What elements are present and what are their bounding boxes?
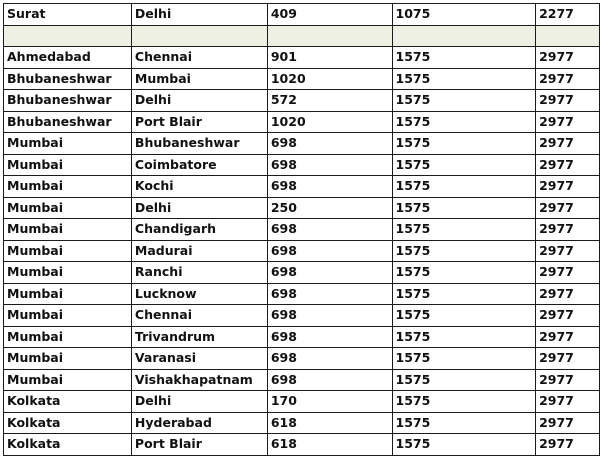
origin-city-cell: Bhubaneshwar — [4, 90, 132, 112]
destination-city-cell: Madurai — [131, 240, 267, 262]
base-fare-cell: 698 — [267, 326, 392, 348]
base-fare-cell: 698 — [267, 154, 392, 176]
total-fare-cell: 2977 — [536, 348, 600, 370]
base-fare-cell: 698 — [267, 240, 392, 262]
origin-city-cell: Mumbai — [4, 305, 132, 327]
total-fare-cell: 2977 — [536, 47, 600, 69]
total-fare-cell: 2977 — [536, 434, 600, 456]
table-row — [4, 434, 600, 456]
base-fare-cell — [267, 25, 392, 47]
table-row — [4, 219, 600, 241]
table-row — [4, 47, 600, 69]
origin-city-cell: Mumbai — [4, 197, 132, 219]
origin-city-cell: Kolkata — [4, 434, 132, 456]
table-row — [4, 133, 600, 155]
destination-city-cell: Chennai — [131, 47, 267, 69]
fare-cell: 1575 — [392, 111, 536, 133]
destination-city-cell: Coimbatore — [131, 154, 267, 176]
table-row — [4, 283, 600, 305]
base-fare-cell: 698 — [267, 176, 392, 198]
origin-city-cell: Mumbai — [4, 219, 132, 241]
origin-city-cell: Mumbai — [4, 369, 132, 391]
destination-city-cell: Mumbai — [131, 68, 267, 90]
base-fare-cell: 618 — [267, 434, 392, 456]
base-fare-cell: 698 — [267, 133, 392, 155]
table-row — [4, 111, 600, 133]
base-fare-cell: 901 — [267, 47, 392, 69]
destination-city-cell: Delhi — [131, 391, 267, 413]
total-fare-cell: 2977 — [536, 240, 600, 262]
origin-city-cell — [4, 25, 132, 47]
fare-table — [3, 3, 600, 456]
destination-city-cell: Trivandrum — [131, 326, 267, 348]
destination-city-cell: Port Blair — [131, 434, 267, 456]
origin-city-cell: Bhubaneshwar — [4, 111, 132, 133]
origin-city-cell: Ahmedabad — [4, 47, 132, 69]
base-fare-cell: 698 — [267, 219, 392, 241]
total-fare-cell: 2977 — [536, 369, 600, 391]
table-row — [4, 197, 600, 219]
total-fare-cell: 2977 — [536, 176, 600, 198]
base-fare-cell: 618 — [267, 412, 392, 434]
base-fare-cell: 170 — [267, 391, 392, 413]
base-fare-cell: 250 — [267, 197, 392, 219]
destination-city-cell: Port Blair — [131, 111, 267, 133]
total-fare-cell: 2977 — [536, 305, 600, 327]
fare-cell: 1575 — [392, 283, 536, 305]
fare-cell: 1575 — [392, 240, 536, 262]
table-row — [4, 262, 600, 284]
destination-city-cell: Chandigarh — [131, 219, 267, 241]
fare-cell: 1575 — [392, 391, 536, 413]
fare-cell: 1575 — [392, 326, 536, 348]
table-row — [4, 305, 600, 327]
table-row — [4, 369, 600, 391]
destination-city-cell: Vishakhapatnam — [131, 369, 267, 391]
origin-city-cell: Kolkata — [4, 391, 132, 413]
origin-city-cell: Mumbai — [4, 262, 132, 284]
base-fare-cell: 572 — [267, 90, 392, 112]
origin-city-cell: Mumbai — [4, 240, 132, 262]
fare-cell: 1575 — [392, 305, 536, 327]
fare-cell: 1575 — [392, 262, 536, 284]
table-row — [4, 391, 600, 413]
fare-cell: 1575 — [392, 369, 536, 391]
origin-city-cell: Mumbai — [4, 176, 132, 198]
table-row — [4, 348, 600, 370]
base-fare-cell: 1020 — [267, 68, 392, 90]
fare-cell: 1575 — [392, 68, 536, 90]
fare-cell: 1575 — [392, 197, 536, 219]
total-fare-cell: 2977 — [536, 90, 600, 112]
origin-city-cell: Mumbai — [4, 348, 132, 370]
total-fare-cell: 2277 — [536, 4, 600, 26]
destination-city-cell — [131, 25, 267, 47]
total-fare-cell — [536, 25, 600, 47]
table-row — [4, 90, 600, 112]
fare-cell: 1575 — [392, 47, 536, 69]
destination-city-cell: Delhi — [131, 197, 267, 219]
table-row — [4, 4, 600, 26]
fare-cell: 1075 — [392, 4, 536, 26]
table-row — [4, 326, 600, 348]
destination-city-cell: Hyderabad — [131, 412, 267, 434]
total-fare-cell: 2977 — [536, 412, 600, 434]
total-fare-cell: 2977 — [536, 154, 600, 176]
origin-city-cell: Mumbai — [4, 283, 132, 305]
base-fare-cell: 698 — [267, 283, 392, 305]
destination-city-cell: Varanasi — [131, 348, 267, 370]
base-fare-cell: 698 — [267, 262, 392, 284]
destination-city-cell: Delhi — [131, 4, 267, 26]
origin-city-cell: Kolkata — [4, 412, 132, 434]
fare-cell: 1575 — [392, 348, 536, 370]
destination-city-cell: Delhi — [131, 90, 267, 112]
table-row — [4, 176, 600, 198]
table-row — [4, 154, 600, 176]
origin-city-cell: Mumbai — [4, 326, 132, 348]
base-fare-cell: 698 — [267, 305, 392, 327]
base-fare-cell: 409 — [267, 4, 392, 26]
base-fare-cell: 698 — [267, 369, 392, 391]
fare-cell: 1575 — [392, 154, 536, 176]
origin-city-cell: Bhubaneshwar — [4, 68, 132, 90]
origin-city-cell: Mumbai — [4, 154, 132, 176]
table-row — [4, 68, 600, 90]
total-fare-cell: 2977 — [536, 133, 600, 155]
total-fare-cell: 2977 — [536, 326, 600, 348]
fare-cell: 1575 — [392, 434, 536, 456]
fare-cell: 1575 — [392, 412, 536, 434]
origin-city-cell: Surat — [4, 4, 132, 26]
fare-cell — [392, 25, 536, 47]
total-fare-cell: 2977 — [536, 197, 600, 219]
table-row — [4, 240, 600, 262]
destination-city-cell: Chennai — [131, 305, 267, 327]
total-fare-cell: 2977 — [536, 391, 600, 413]
fare-cell: 1575 — [392, 219, 536, 241]
destination-city-cell: Lucknow — [131, 283, 267, 305]
total-fare-cell: 2977 — [536, 283, 600, 305]
table-row — [4, 25, 600, 47]
destination-city-cell: Kochi — [131, 176, 267, 198]
fare-table-body — [4, 4, 600, 456]
destination-city-cell: Ranchi — [131, 262, 267, 284]
destination-city-cell: Bhubaneshwar — [131, 133, 267, 155]
total-fare-cell: 2977 — [536, 111, 600, 133]
base-fare-cell: 698 — [267, 348, 392, 370]
fare-cell: 1575 — [392, 176, 536, 198]
total-fare-cell: 2977 — [536, 68, 600, 90]
fare-cell: 1575 — [392, 90, 536, 112]
total-fare-cell: 2977 — [536, 262, 600, 284]
total-fare-cell: 2977 — [536, 219, 600, 241]
base-fare-cell: 1020 — [267, 111, 392, 133]
fare-cell: 1575 — [392, 133, 536, 155]
table-row — [4, 412, 600, 434]
origin-city-cell: Mumbai — [4, 133, 132, 155]
